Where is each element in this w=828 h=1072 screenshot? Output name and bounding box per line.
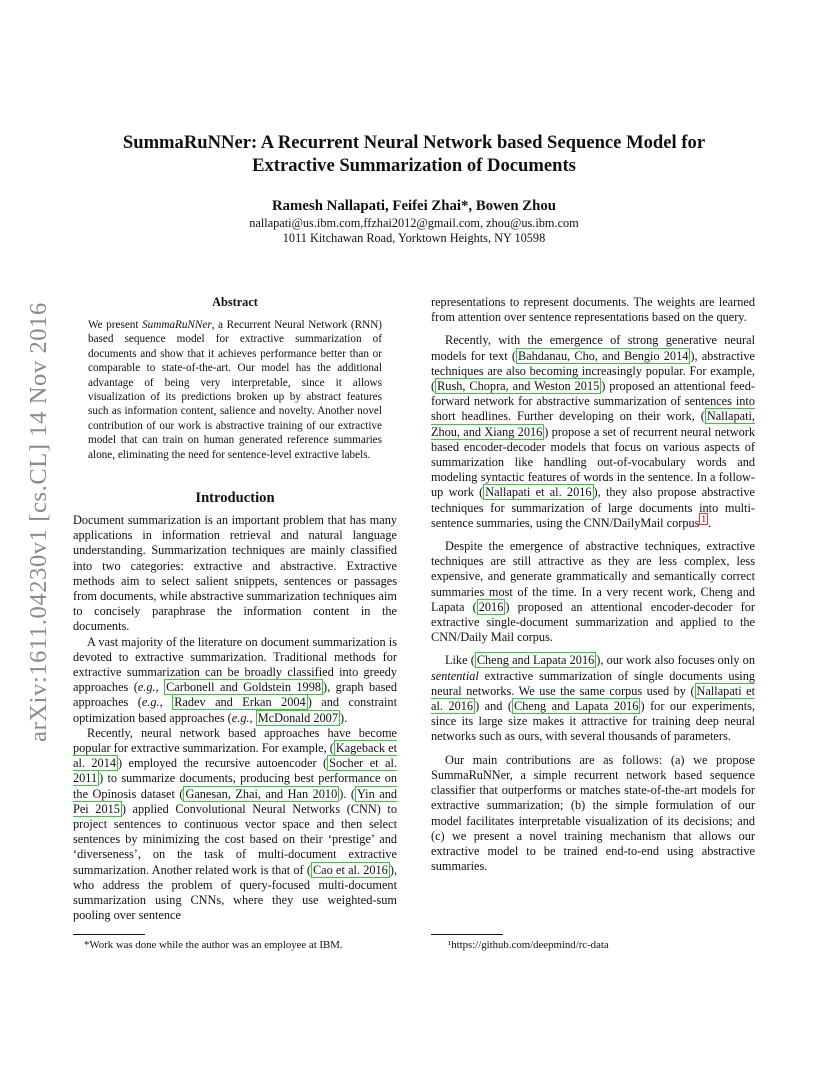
citation-link[interactable]: Nallapati et al. 2016 [431, 683, 755, 714]
paragraph: Recently, neural network based approaches have become popular for extractive summarization. For example, ( Kageback et al. 2014 ) employed the recursive autoencoder ( Socher et al. 2011 ) to summarize documents, producing best performance on the Opinosis dataset ( Ganesan, Zhai, and Han 2010 ). ( Yin and Pei 2015 ) applied Convolutional Neural Networks (CNN) to project sentences to continuous vector space and then select sentences by minimizing the cost based on their ‘prestige’ and ‘diverseness’, on the task of multi-document extractive summarization. Another related work is that of ( Cao et al. 2016 ), who address the problem of query-focused multi-document summarization using CNNs, where they use weighted-sum pooling over sentence [73, 725, 398, 923]
citation-link[interactable]: Ganesan, Zhai, and Han 2010 [185, 786, 338, 801]
paragraph: Like ( Cheng and Lapata 2016 ), our work also focuses only on sentential extractive summarization of single documents using neural networks. We use the same corpus used by ( Nallapati et al. 2016 ) and ( Cheng and Lapata 2016 ) for our experiments, since its large size makes it attractive for training deep neural networks such as ours, with several thousands of parameters. [431, 653, 755, 744]
paragraph: Despite the emergence of abstractive techniques, extractive techniques are still attractive as they are less complex, less expensive, and generate grammatically and semantically correct summaries most of the time. In a very recent work, Cheng and Lapata ( 2016 ) proposed an attentional encoder-decoder for extractive single-document summarization and applied to the CNN/Daily Mail corpus. [431, 539, 755, 645]
arxiv-stamp: arXiv:1611.04230v1 [cs.CL] 14 Nov 2016 [25, 302, 52, 742]
paragraph: representations to represent documents. The weights are learned from attention over sentence representations based on the query. [431, 295, 755, 325]
citation-link[interactable]: Cheng and Lapata 2016 [476, 653, 595, 668]
abstract-heading: Abstract [212, 295, 258, 309]
citation-link[interactable]: Kageback et al. 2014 [73, 741, 397, 771]
footnote-rule [431, 934, 503, 935]
citation-link[interactable]: Nallapati, Zhou, and Xiang 2016 [431, 409, 755, 439]
citation-link[interactable]: Yin and Pei 2015 [73, 786, 397, 816]
right-column [431, 295, 755, 874]
citation-link[interactable]: Carbonell and Goldstein 1998 [166, 680, 321, 695]
author-emails: nallapati@us.ibm.com,ffzhai2012@gmail.com, zhou@us.ibm.com [249, 216, 579, 230]
citation-link[interactable]: Rush, Chopra, and Weston 2015 [437, 379, 600, 394]
citation-link[interactable]: McDonald 2007 [257, 710, 338, 725]
citation-link[interactable]: Radev and Erkan 2004 [174, 695, 306, 710]
abstract-text: We present SummaRuNNer, a Recurrent Neural Network (RNN) based sequence model for extractive summarization of documents and show that it achieves performance better than or comparable to state-of-the-art. Our model has the additional advantage of being very interpretable, since it allows visualization of its predictions broken up by abstract features such as information content, salience and novelty. Another novel contribution of our work is abstractive training of our extractive model that can train on human generated reference summaries alone, eliminating the need for sentence-level extractive labels. [88, 319, 383, 461]
introduction-heading: Introduction [195, 490, 275, 506]
footnote-left: *Work was done while the author was an employee at IBM. [84, 939, 343, 951]
left-column [73, 513, 397, 923]
citation-link[interactable]: Cao et al. 2016 [312, 862, 388, 877]
paper-title [80, 131, 748, 177]
citation-link[interactable]: Bahdanau, Cho, and Bengio 2014 [517, 348, 689, 363]
title-line-2: Extractive Summarization of Documents [252, 155, 576, 176]
author-address: 1011 Kitchawan Road, Yorktown Heights, NY 10598 [282, 231, 546, 245]
footnote-link[interactable]: 1 [701, 513, 706, 524]
footnote-rule [73, 934, 145, 935]
paragraph: Document summarization is an important problem that has many applications in information retrieval and natural language understanding. Summarization techniques are mainly classified into two categories: extractive and abstractive. Extractive methods aim to select salient snippets, sentences or passages from documents, while abstractive summarization techniques aim to concisely paraphrase the information content in the documents. [73, 513, 397, 634]
citation-link[interactable]: Nallapati et al. 2016 [485, 485, 592, 500]
paragraph: Recently, with the emergence of strong generative neural models for text ( Bahdanau, Cho, and Bengio 2014 ), abstractive techniques are also becoming increasingly popular. For example, ( Rush, Chopra, and Weston 2015 ) proposed an attentional feed-forward network for abstractive summarization of sentences into short headlines. Further developing on their work, ( Nallapati, Zhou, and Xiang 2016 ) propose a set of recurrent neural network based encoder-decoder models that focus on various aspects of summarization like handling out-of-vocabulary words and modeling syntactic features of words in the sentence. In a follow-up work ( Nallapati et al. 2016 ), they also propose abstractive techniques for summarization of large documents into multi-sentence summaries, using the CNN/DailyMail corpus $^1$ . [431, 333, 755, 530]
paragraph: A vast majority of the literature on document summarization is devoted to extractive summarization. Traditional methods for extractive summarization can be broadly classified into greedy approaches (e.g., Carbonell and Goldstein 1998 ), graph based approaches (e.g., Radev and Erkan 2004 ) and constraint optimization based approaches (e.g., McDonald 2007 ). [73, 634, 397, 725]
title-line-1: SummaRuNNer: A Recurrent Neural Network based Sequence Model for [122, 132, 706, 153]
citation-link[interactable]: 2016 [478, 599, 504, 614]
authors: Ramesh Nallapati, Feifei Zhai*, Bowen Zhou [271, 198, 557, 214]
paragraph: Our main contributions are as follows: (a) we propose SummaRuNNer, a simple recurrent network based sequence classifier that outperforms or matches state-of-the-art models for extractive summarization; (b) the simple formulation of our model facilitates interpretable visualization of its decisions; and (c) we present a novel training mechanism that allows our extractive model to be trained end-to-end using abstractive summaries. [431, 752, 755, 874]
footnote-right: ¹https://github.com/deepmind/rc-data [448, 939, 609, 951]
citation-link[interactable]: Socher et al. 2011 [73, 756, 397, 786]
citation-link[interactable]: Cheng and Lapata 2016 [514, 699, 639, 714]
